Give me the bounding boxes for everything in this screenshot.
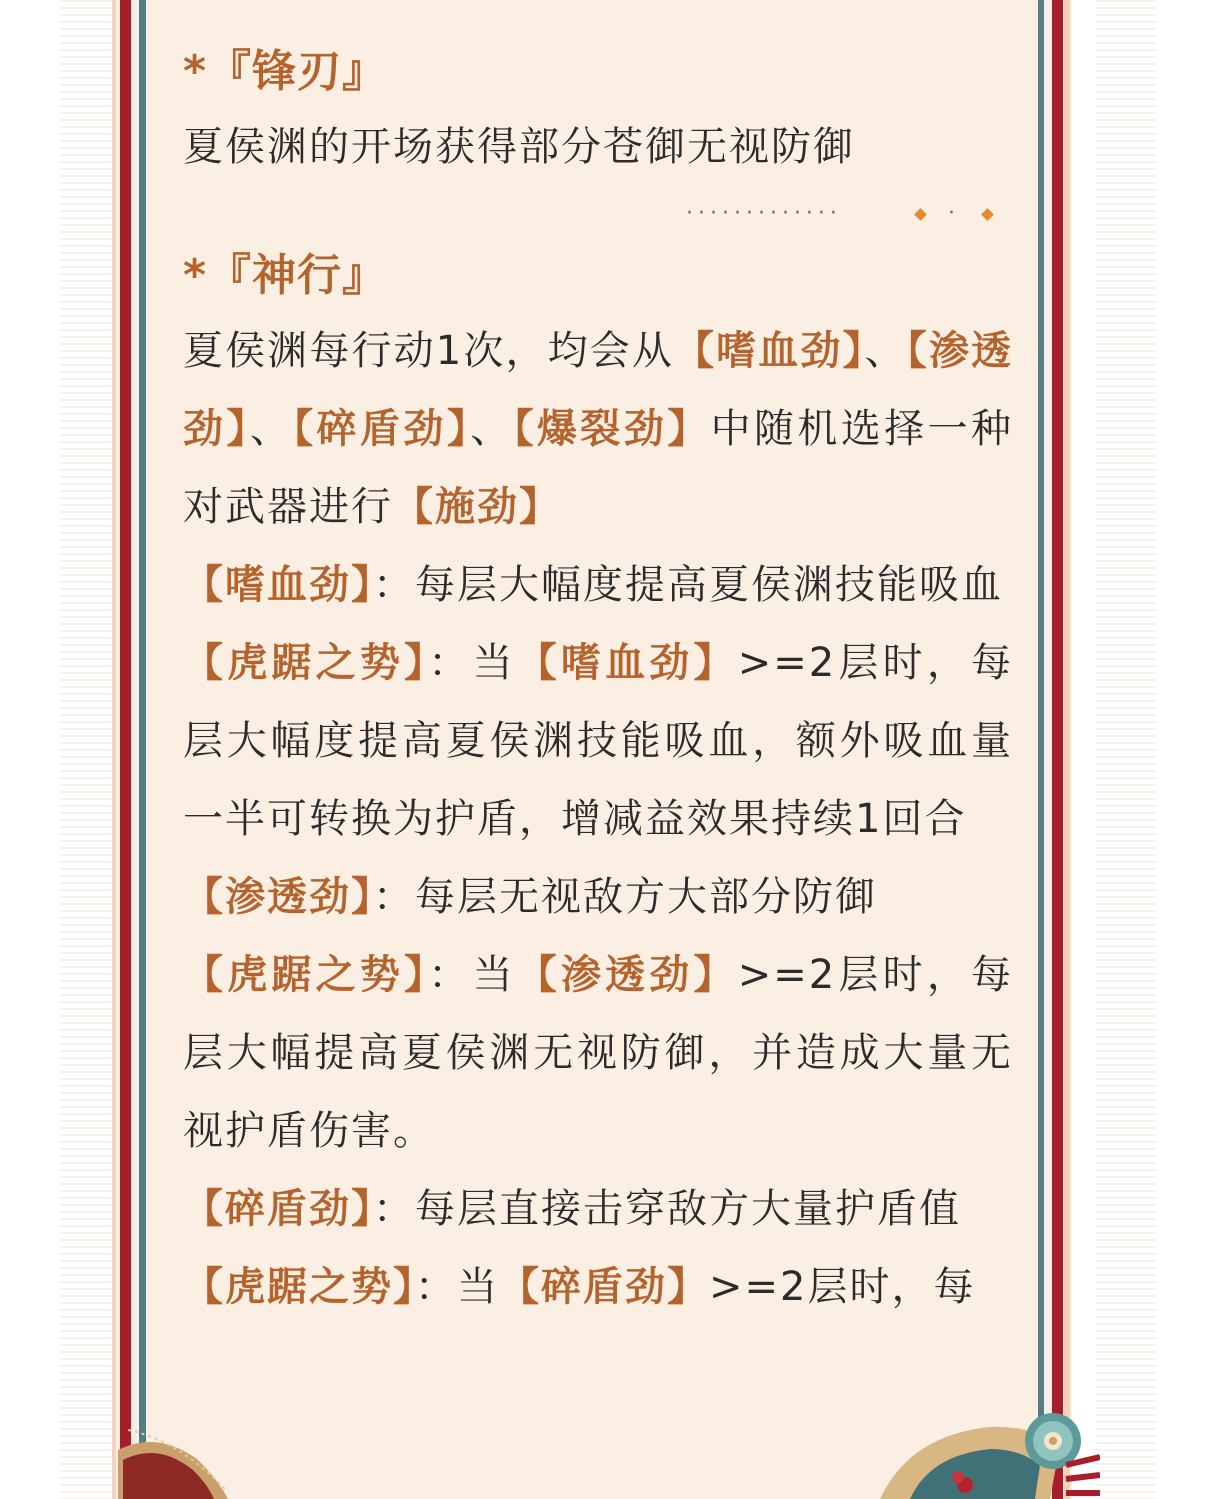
item-ref: 【碎盾劲】	[499, 1264, 709, 1310]
list-item	[183, 1248, 1013, 1326]
keyword-suidun: 【碎盾劲】	[293, 406, 471, 452]
item-label: 【渗透劲】	[183, 874, 373, 920]
item-pre: 当	[472, 640, 517, 686]
border-line	[133, 0, 137, 1499]
keyword-shentou: 【渗透劲】	[183, 328, 1014, 452]
item-text: 每层无视敌方大部分防御	[415, 874, 877, 920]
intro-sep: 、	[470, 406, 514, 452]
item-label: 【虎踞之势】	[183, 952, 429, 998]
item-ref: 【嗜血劲】	[516, 640, 738, 686]
section-body-fengren: 夏侯渊的开场获得部分苍御无视防御	[183, 124, 855, 170]
keyword-baolie: 【爆裂劲】	[513, 406, 711, 452]
keyword-shijin: 【施劲】	[393, 484, 561, 530]
item-text: >=2层时，每层大幅度提高夏侯渊技能吸血，额外吸血量一半可转换为护盾，增减益效果持续1回合	[183, 640, 1014, 842]
wallpaper-strip-left	[60, 0, 120, 1499]
item-label: 【嗜血劲】	[183, 562, 373, 608]
intro-text: 夏侯渊每行动1次，均会从	[183, 328, 674, 374]
border-line-teal	[139, 0, 146, 1499]
border-line	[1064, 0, 1070, 1499]
item-ref: 【渗透劲】	[516, 952, 738, 998]
diamond-icon	[914, 208, 927, 221]
wallpaper-strip-right	[1096, 0, 1156, 1499]
list-item	[183, 858, 1013, 936]
list-item	[183, 1170, 1013, 1248]
border-line	[112, 0, 116, 1499]
intro-text: 中随机选择一种对武器进行	[183, 406, 1014, 530]
item-text: 每层大幅度提高夏侯渊技能吸血	[415, 562, 1003, 608]
item-label: 【虎踞之势】	[183, 1264, 415, 1310]
item-text: 每层直接击穿敌方大量护盾值	[415, 1186, 961, 1232]
item-sep: ：	[428, 952, 473, 998]
border-line-red	[120, 0, 131, 1499]
wave-decoration	[118, 1420, 228, 1499]
fan-flower-decoration	[870, 1405, 1100, 1499]
intro-sep: 、	[864, 328, 907, 374]
list-item	[183, 624, 1013, 858]
article-content	[183, 40, 1013, 1326]
dotted-divider	[183, 194, 1013, 230]
item-pre: 当	[457, 1264, 499, 1310]
border-line	[1046, 0, 1050, 1499]
list-item	[183, 546, 1013, 624]
item-label: 【碎盾劲】	[183, 1186, 373, 1232]
section-title-shenxing: *『神行』	[183, 250, 388, 301]
section-title-fengren: *『锋刃』	[183, 46, 388, 97]
item-text: >=2层时，每	[709, 1264, 976, 1310]
item-pre: 当	[472, 952, 517, 998]
item-sep: ：	[373, 562, 415, 608]
divider-dots: ·············	[686, 201, 842, 226]
list-item	[183, 936, 1013, 1170]
intro-sep: 、	[249, 406, 294, 452]
item-sep: ：	[415, 1264, 457, 1310]
keyword-shixue: 【嗜血劲】	[673, 328, 865, 374]
item-sep: ：	[373, 1186, 415, 1232]
item-label: 【虎踞之势】	[183, 640, 429, 686]
border-line-red	[1052, 0, 1063, 1499]
item-text: >=2层时，每层大幅提高夏侯渊无视防御，并造成大量无视护盾伤害。	[183, 952, 1014, 1154]
border-line-teal	[1038, 0, 1044, 1499]
intro-paragraph	[183, 312, 1013, 546]
item-sep: ：	[373, 874, 415, 920]
divider-dot: ·	[948, 201, 960, 226]
item-sep: ：	[428, 640, 473, 686]
diamond-icon	[981, 208, 994, 221]
